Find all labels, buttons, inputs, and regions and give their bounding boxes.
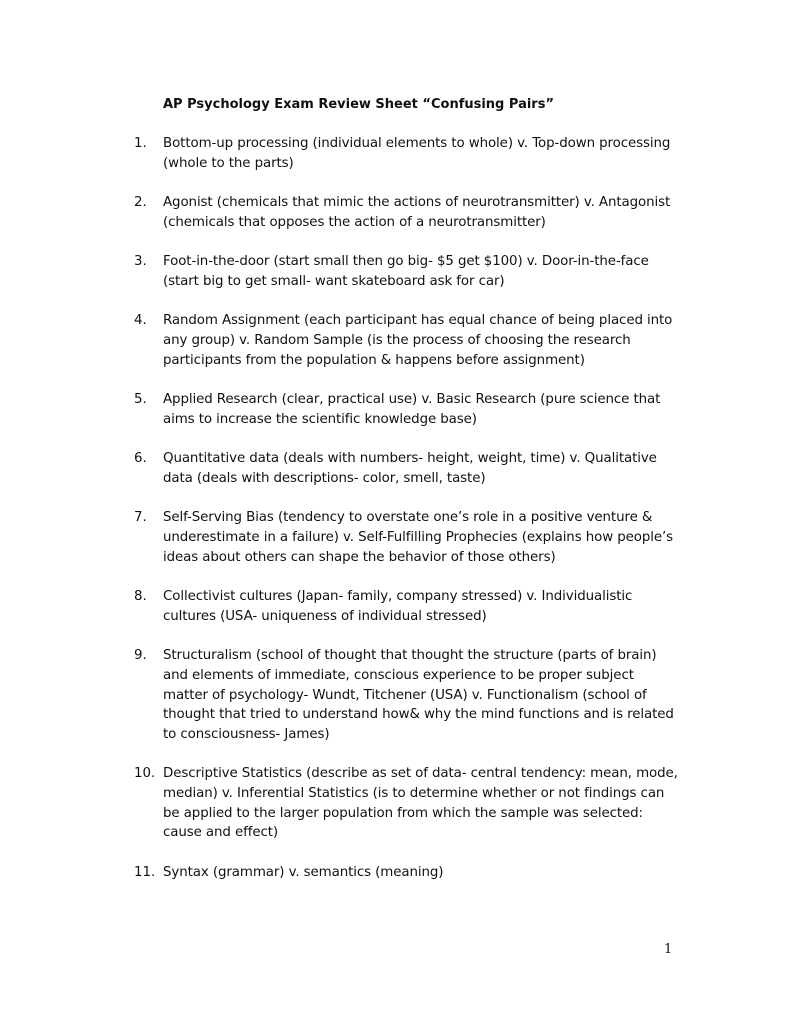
item-number: 9. bbox=[134, 648, 147, 664]
list-item bbox=[0, 134, 791, 173]
item-text: Quantitative data (deals with numbers- height, weight, time) v. Qualitative data (deals with descriptions- color, smell, taste) bbox=[163, 451, 657, 486]
list-item bbox=[0, 311, 791, 370]
item-text: Structuralism (school of thought that thought the structure (parts of brain) and elements of immediate, conscious experience to be proper subject matter of psychology- Wundt, Titchener (USA) v. Functionalism (school of thought that tried to understand how& why the mind functions and is related to consciousness- James) bbox=[163, 648, 674, 742]
list-item bbox=[0, 390, 791, 429]
item-text: Syntax (grammar) v. semantics (meaning) bbox=[163, 864, 444, 880]
item-number: 7. bbox=[134, 510, 147, 526]
item-text: Descriptive Statistics (describe as set of data- central tendency: mean, mode, median) v. Inferential Statistics (is to determine whether or not findings can be applied to the larger population from which the sample was selected: cause and effect) bbox=[163, 766, 678, 841]
document-title: AP Psychology Exam Review Sheet “Confusing Pairs” bbox=[163, 97, 554, 112]
item-number: 1. bbox=[134, 136, 147, 151]
page-number: 1 bbox=[664, 942, 673, 957]
item-number: 4. bbox=[134, 313, 147, 329]
item-number: 2. bbox=[134, 195, 147, 211]
list-item bbox=[0, 863, 791, 883]
list-item bbox=[0, 646, 791, 745]
item-text: Agonist (chemicals that mimic the actions of neurotransmitter) v. Antagonist (chemicals that opposes the action of a neurotransmitter) bbox=[163, 195, 671, 230]
item-text: Applied Research (clear, practical use) v. Basic Research (pure science that aims to increase the scientific knowledge base) bbox=[163, 392, 661, 427]
list-item bbox=[0, 764, 791, 843]
item-number: 11. bbox=[134, 864, 156, 880]
item-text: Bottom-up processing (individual elements to whole) v. Top-down processing (whole to the parts) bbox=[163, 136, 671, 171]
confusing-pairs-list bbox=[0, 134, 791, 902]
item-number: 8. bbox=[134, 589, 147, 605]
item-number: 5. bbox=[134, 392, 147, 408]
item-text: Collectivist cultures (Japan- family, company stressed) v. Individualistic cultures (USA- uniqueness of individual stressed) bbox=[163, 589, 633, 624]
item-text: Random Assignment (each participant has equal chance of being placed into any group) v. Random Sample (is the process of choosing the research participants from the population & happens before assignment) bbox=[163, 313, 673, 368]
list-item bbox=[0, 508, 791, 567]
list-item bbox=[0, 587, 791, 626]
list-item bbox=[0, 449, 791, 488]
item-number: 10. bbox=[134, 766, 156, 782]
list-item bbox=[0, 193, 791, 232]
item-text: Foot-in-the-door (start small then go big- $5 get $100) v. Door-in-the-face (start big to get small- want skateboard ask for car) bbox=[163, 254, 649, 289]
list-item bbox=[0, 252, 791, 291]
item-number: 3. bbox=[134, 254, 147, 270]
item-text: Self-Serving Bias (tendency to overstate one’s role in a positive venture & underestimate in a failure) v. Self-Fulfilling Prophecies (explains how people’s ideas about others can shape the behavior of those others) bbox=[163, 510, 674, 565]
item-number: 6. bbox=[134, 451, 147, 467]
